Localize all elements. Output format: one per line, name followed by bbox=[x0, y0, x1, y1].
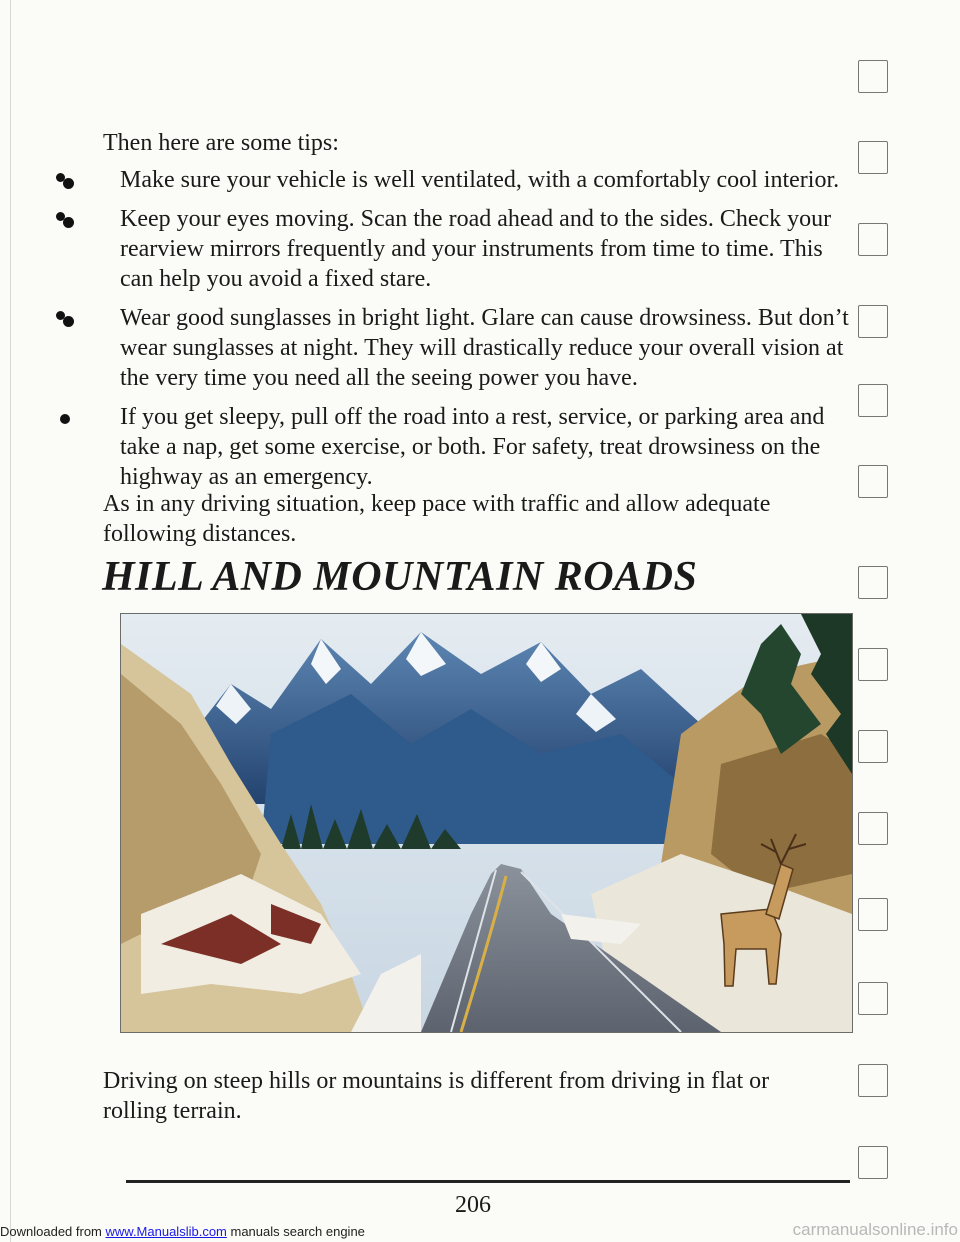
page-number: 206 bbox=[455, 1192, 491, 1218]
section-tab[interactable] bbox=[858, 1064, 888, 1097]
following-distance-text: As in any driving situation, keep pace with traffic and allow adequate following distances. bbox=[103, 491, 771, 547]
page-edge-rule bbox=[10, 0, 11, 1242]
intro-text: Then here are some tips: bbox=[103, 130, 339, 156]
manualslib-link[interactable]: www.Manualslib.com bbox=[105, 1224, 227, 1239]
tip-text: Wear good sunglasses in bright light. Glare can cause drowsiness. But don’t wear sunglasses at night. They will drastically reduce your overall vision at the very time you need all the seeing power you have. bbox=[120, 305, 849, 391]
tip-text: Keep your eyes moving. Scan the road ahead and to the sides. Check your rearview mirrors frequently and your instruments from time to time. This can help you avoid a fixed stare. bbox=[120, 206, 832, 292]
bullet-icon bbox=[52, 171, 112, 191]
section-tab[interactable] bbox=[858, 898, 888, 931]
bullet-icon bbox=[52, 210, 112, 230]
tips-list bbox=[52, 165, 852, 501]
footer-suffix: manuals search engine bbox=[226, 1224, 365, 1239]
mountain-road-painting bbox=[121, 614, 852, 1032]
hill-driving-text: Driving on steep hills or mountains is different from driving in flat or rolling terrain. bbox=[103, 1068, 770, 1124]
tip-text: If you get sleepy, pull off the road into a rest, service, or parking area and take a nap, get some exercise, or both. For safety, treat drowsiness on the highway as an emergency. bbox=[120, 404, 825, 490]
bottom-rule bbox=[126, 1180, 850, 1183]
download-source-footer bbox=[0, 1224, 365, 1239]
list-item bbox=[52, 165, 852, 195]
section-tab[interactable] bbox=[858, 566, 888, 599]
section-tab[interactable] bbox=[858, 223, 888, 256]
section-tab[interactable] bbox=[858, 812, 888, 845]
bullet-icon bbox=[52, 408, 112, 428]
mountain-road-illustration bbox=[120, 613, 853, 1033]
tip-text: Make sure your vehicle is well ventilated, with a comfortably cool interior. bbox=[120, 167, 840, 193]
section-tab[interactable] bbox=[858, 465, 888, 498]
list-item bbox=[52, 402, 852, 492]
bullet-icon bbox=[52, 309, 112, 329]
section-tab[interactable] bbox=[858, 648, 888, 681]
list-item bbox=[52, 204, 852, 294]
section-tab[interactable] bbox=[858, 982, 888, 1015]
section-tab[interactable] bbox=[858, 141, 888, 174]
section-tab[interactable] bbox=[858, 60, 888, 93]
section-tab[interactable] bbox=[858, 730, 888, 763]
list-item bbox=[52, 303, 852, 393]
section-tab[interactable] bbox=[858, 1146, 888, 1179]
site-watermark: carmanualsonline.info bbox=[792, 1220, 958, 1239]
footer-prefix: Downloaded from bbox=[0, 1224, 106, 1239]
section-tab[interactable] bbox=[858, 384, 888, 417]
section-heading: HILL AND MOUNTAIN ROADS bbox=[102, 554, 698, 600]
section-tab[interactable] bbox=[858, 305, 888, 338]
